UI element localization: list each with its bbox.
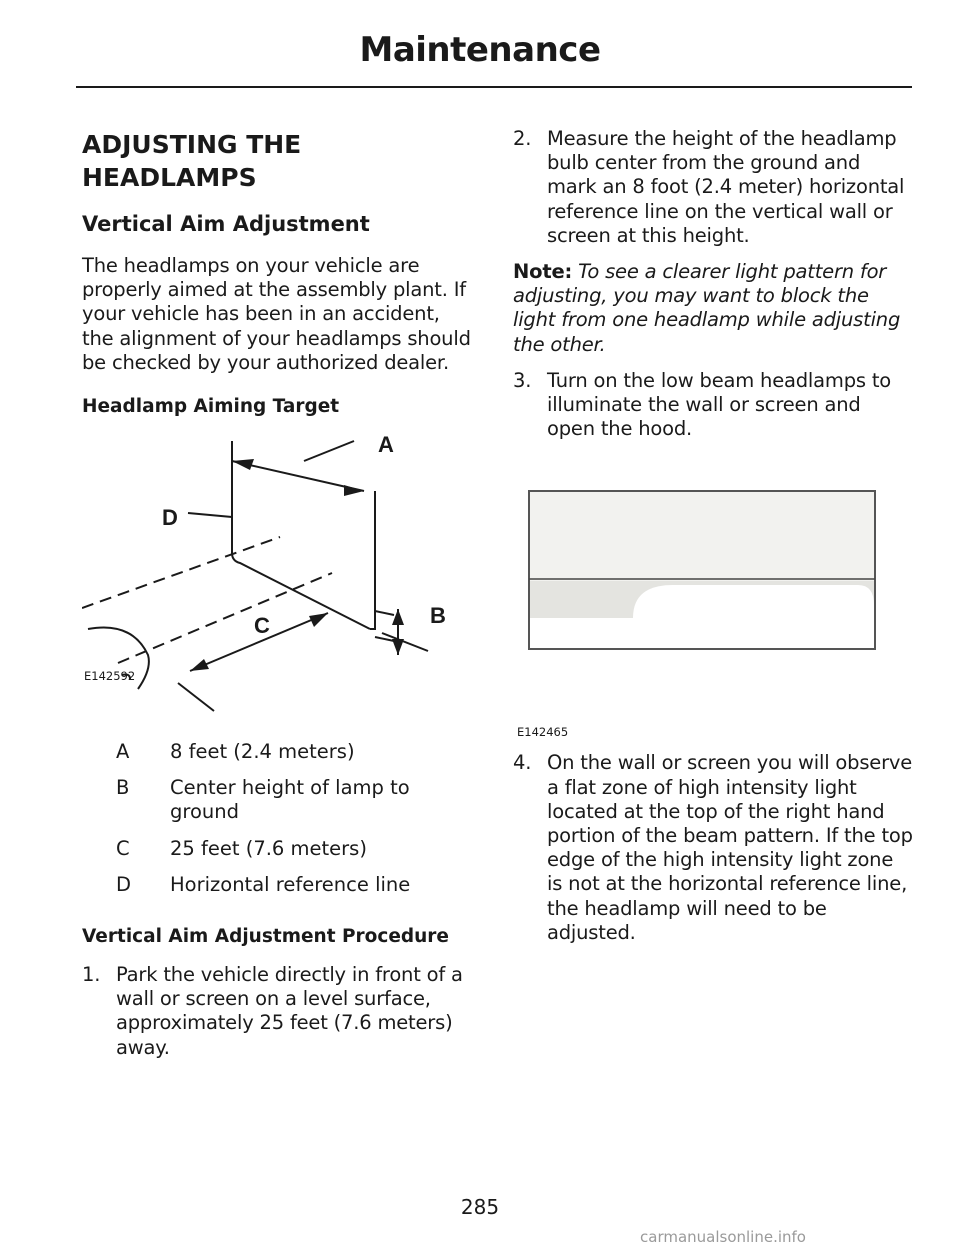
beam-pattern-diagram [513,465,913,695]
note [513,260,913,357]
figure-label-c: C [254,613,270,639]
intro-paragraph: The headlamps on your vehicle are properly aimed at the assembly plant. If your vehicle has been in an accident, the alignment of your headlamps should be checked by your authorized dealer. [82,254,471,374]
figure-legend [116,740,477,897]
step-text: On the wall or screen you will observe a flat zone of high intensity light located at the top of the right hand portion of the beam pattern. If the top edge of the high intensity light zone is not at the horizontal reference line, the headlamp will need to be adjusted. [547,751,913,944]
legend-value: Center height of lamp to ground [170,776,410,824]
figure-id: E142465 [517,725,569,740]
header-rule [76,86,912,88]
legend-key: A [116,740,130,764]
step-text: Turn on the low beam headlamps to illuminate the wall or screen and open the hood. [547,368,892,441]
aiming-target-diagram [82,433,477,718]
step-2 [513,127,913,248]
figure-label-b: B [430,603,446,629]
legend-key: D [116,872,132,896]
step-text: Park the vehicle directly in front of a wall or screen on a level surface, approximately 25 feet (7.6 meters) away. [116,963,463,1059]
aiming-target-figure [82,433,477,718]
legend-row [116,776,477,824]
step-4 [513,751,913,945]
legend-row [116,837,477,861]
legend-value: Horizontal reference line [170,872,411,896]
page-number: 285 [460,1195,500,1219]
watermark: carmanualsonline.info [640,1228,806,1246]
legend-row [116,873,477,897]
step-number: 4. [513,751,532,775]
legend-value: 25 feet (7.6 meters) [170,836,367,860]
note-label: Note: [513,260,573,284]
procedure-heading: Vertical Aim Adjustment Procedure [82,926,449,948]
legend-key: C [116,836,130,860]
step-number: 1. [82,963,101,987]
legend-value: 8 feet (2.4 meters) [170,740,355,764]
left-column [82,120,477,1072]
section-heading: ADJUSTING THE HEADLAMPS [82,130,302,192]
step-number: 2. [513,127,532,150]
step-1 [82,963,477,1060]
step-number: 3. [513,368,532,392]
step-3 [513,369,913,442]
subsection-heading: Vertical Aim Adjustment [82,212,370,236]
page-header-title: Maintenance [359,30,601,70]
right-column [513,127,913,957]
step-text: Measure the height of the headlamp bulb center from the ground and mark an 8 foot (2.4 meter) horizontal reference line on the vertical wall or screen at this height. [547,127,905,247]
beam-pattern-figure [513,465,913,740]
note-text: To see a clearer light pattern for adjusting, you may want to block the light from one headlamp while adjusting the other. [513,260,901,356]
figure-id: E142592 [84,669,136,684]
figure-label-d: D [162,505,178,531]
legend-row [116,740,477,764]
target-heading: Headlamp Aiming Target [82,396,340,418]
figure-label-a: A [378,433,394,458]
legend-key: B [116,776,130,800]
